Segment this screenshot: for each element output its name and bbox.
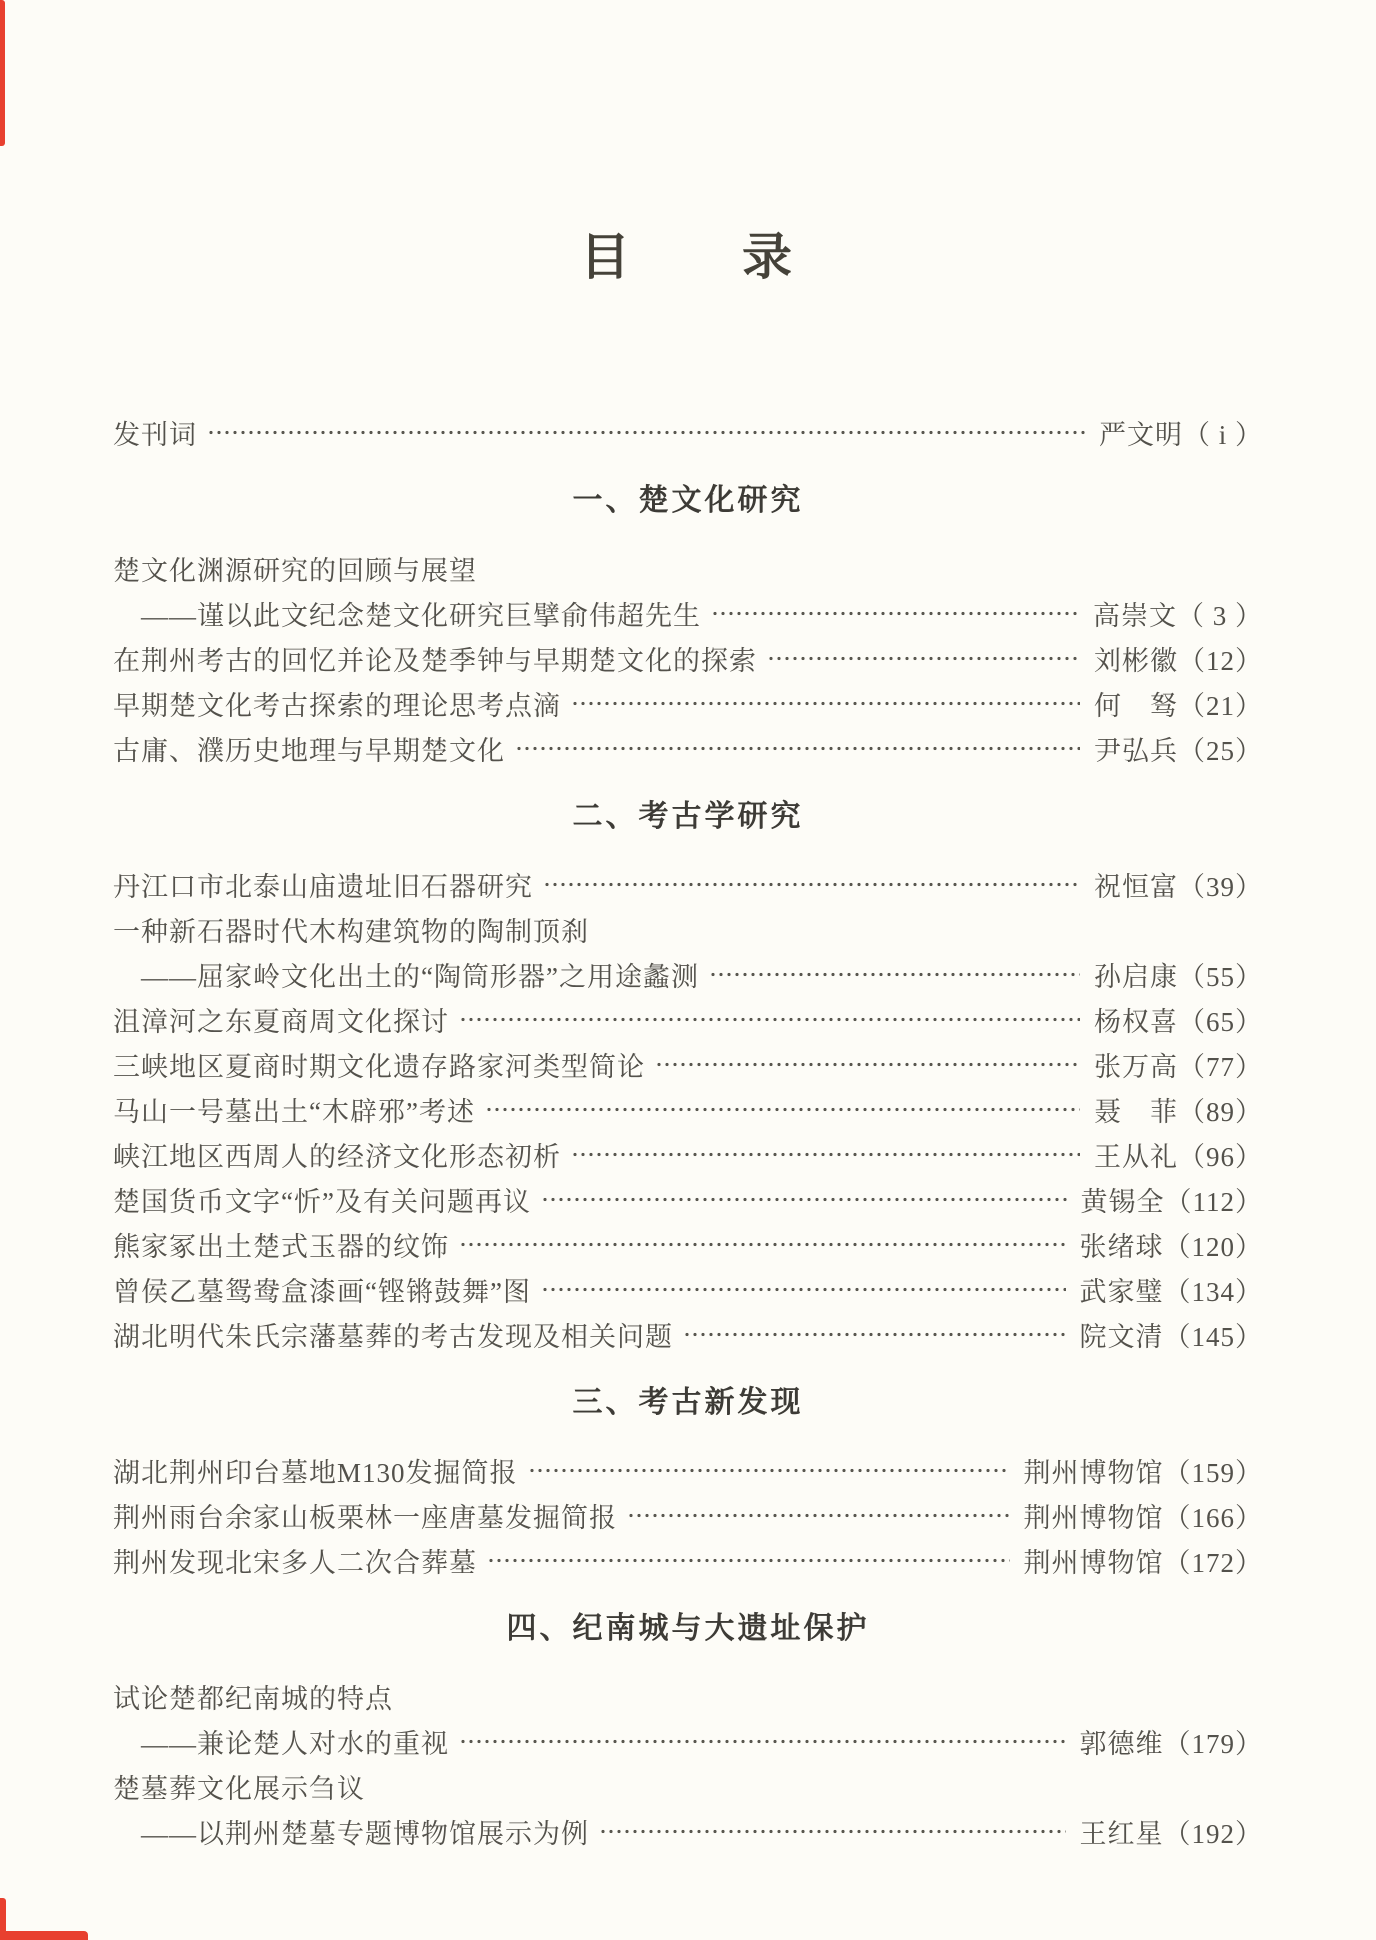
toc-entry-line [113, 591, 1263, 636]
section-heading: 一、楚文化研究 [572, 484, 804, 517]
section-heading: 三、考古新发现 [572, 1386, 804, 1419]
dot-leader [571, 1132, 1080, 1177]
entry-author: 高崇文 [1093, 601, 1177, 631]
dot-leader [459, 997, 1080, 1042]
entry-page: （ 3 ） [1177, 601, 1263, 631]
entry-title: 楚文化渊源研究的回顾与展望 [113, 556, 477, 586]
toc-entry-line [113, 1177, 1263, 1222]
entry-author: 荆州博物馆 [1023, 1548, 1164, 1578]
toc-entry-line [113, 1312, 1263, 1357]
entry-page: （145） [1163, 1322, 1263, 1352]
entry-author: 王从礼 [1094, 1142, 1178, 1172]
dot-leader [515, 726, 1080, 771]
entry-page: （120） [1163, 1232, 1263, 1262]
toc-entry-line [113, 1267, 1263, 1312]
entry-page: （55） [1178, 962, 1263, 992]
entry-page: （89） [1178, 1097, 1263, 1127]
toc-entry-line [113, 1132, 1263, 1177]
dot-leader [459, 1719, 1066, 1764]
entry-title: 楚国货币文字“忻”及有关问题再议 [113, 1187, 531, 1217]
toc-entry-line [113, 726, 1263, 771]
entry-author: 严文明 [1098, 420, 1183, 450]
entry-title: ——屈家岭文化出土的“陶筒形器”之用途蠡测 [141, 962, 699, 992]
entry-title: 三峡地区夏商时期文化遗存路家河类型简论 [113, 1052, 645, 1082]
entry-title: 早期楚文化考古探索的理论思考点滴 [113, 691, 561, 721]
dot-leader [485, 1087, 1080, 1132]
entry-page: （ i ） [1182, 420, 1263, 450]
entry-page: （96） [1178, 1142, 1263, 1172]
section-heading: 四、纪南城与大遗址保护 [506, 1612, 870, 1645]
scan-artifact-top-left [0, 0, 5, 146]
scan-artifact-bottom-left-corner [0, 1898, 6, 1940]
entry-author: 武家璧 [1079, 1277, 1164, 1307]
entry-author: 尹弘兵 [1094, 736, 1178, 766]
toc-entry-line [113, 546, 1263, 591]
entry-title: 湖北明代朱氏宗藩墓葬的考古发现及相关问题 [113, 1322, 673, 1352]
dot-leader [528, 1448, 1010, 1493]
entry-title: 楚墓葬文化展示刍议 [113, 1774, 365, 1804]
entry-title: 熊家冢出土楚式玉器的纹饰 [113, 1232, 449, 1262]
dot-leader [207, 410, 1085, 455]
entry-title: ——以荆州楚墓专题博物馆展示为例 [141, 1819, 589, 1849]
entry-title: ——谨以此文纪念楚文化研究巨擘俞伟超先生 [141, 601, 701, 631]
entry-page: （12） [1178, 646, 1263, 676]
dot-leader [571, 681, 1080, 726]
dot-leader [543, 862, 1080, 907]
entry-author: 院文清 [1079, 1322, 1164, 1352]
entry-page: （65） [1178, 1007, 1263, 1037]
entry-author: 孙启康 [1094, 962, 1178, 992]
entry-title: 荆州雨台余家山板栗林一座唐墓发掘简报 [113, 1503, 617, 1533]
dot-leader [655, 1042, 1080, 1087]
dot-leader [487, 1538, 1010, 1583]
entry-author: 聂 菲 [1094, 1097, 1178, 1127]
entry-author: 祝恒富 [1094, 872, 1178, 902]
section-heading: 二、考古学研究 [572, 800, 804, 833]
toc-body [113, 410, 1263, 1854]
toc-entry-line [113, 1222, 1263, 1267]
entry-page: （172） [1163, 1548, 1263, 1578]
entry-page: （159） [1163, 1458, 1263, 1488]
entry-title: 试论楚都纪南城的特点 [113, 1684, 393, 1714]
entry-page: （192） [1163, 1819, 1263, 1849]
entry-author: 何 驽 [1094, 691, 1178, 721]
entry-author: 张万高 [1094, 1052, 1178, 1082]
toc-entry-line [113, 636, 1263, 681]
toc-entry-line [113, 1087, 1263, 1132]
toc-entry-line [113, 681, 1263, 726]
dot-leader [711, 591, 1079, 636]
toc-entry-line [113, 997, 1263, 1042]
entry-page: （21） [1178, 691, 1263, 721]
dot-leader [767, 636, 1080, 681]
entry-title: 一种新石器时代木构建筑物的陶制顶刹 [113, 917, 589, 947]
entry-title: 古庸、濮历史地理与早期楚文化 [113, 736, 505, 766]
entry-page: （179） [1163, 1729, 1263, 1759]
entry-author: 王红星 [1079, 1819, 1164, 1849]
entry-title: 荆州发现北宋多人二次合葬墓 [113, 1548, 477, 1578]
dot-leader [627, 1493, 1010, 1538]
entry-page: （39） [1178, 872, 1263, 902]
entry-title: 发刊词 [113, 420, 197, 450]
toc-entry-line [113, 952, 1263, 997]
dot-leader [599, 1809, 1066, 1854]
entry-page: （77） [1178, 1052, 1263, 1082]
toc-entry-line [113, 907, 1263, 952]
toc-entry-line [113, 1764, 1263, 1809]
entry-page: （25） [1178, 736, 1263, 766]
entry-title: 在荆州考古的回忆并论及楚季钟与早期楚文化的探索 [113, 646, 757, 676]
entry-title: 湖北荆州印台墓地M130发掘简报 [113, 1458, 518, 1488]
entry-author: 张绪球 [1079, 1232, 1164, 1262]
toc-entry-line [113, 862, 1263, 907]
entry-author: 郭德维 [1079, 1729, 1164, 1759]
entry-title: ——兼论楚人对水的重视 [141, 1729, 449, 1759]
dot-leader [683, 1312, 1066, 1357]
entry-title: 峡江地区西周人的经济文化形态初析 [113, 1142, 561, 1172]
entry-author: 刘彬徽 [1094, 646, 1178, 676]
entry-title: 丹江口市北泰山庙遗址旧石器研究 [113, 872, 533, 902]
entry-page: （134） [1163, 1277, 1263, 1307]
entry-author: 黄锡全 [1080, 1187, 1165, 1217]
dot-leader [459, 1222, 1066, 1267]
toc-entry-line [113, 1042, 1263, 1087]
toc-entry-line [113, 410, 1263, 455]
dot-leader [541, 1177, 1067, 1222]
toc-entry-line [113, 1493, 1263, 1538]
toc-entry-line [113, 1538, 1263, 1583]
entry-author: 荆州博物馆 [1023, 1458, 1164, 1488]
entry-author: 杨权喜 [1094, 1007, 1178, 1037]
dot-leader [709, 952, 1080, 997]
entry-author: 荆州博物馆 [1023, 1503, 1164, 1533]
entry-title: 马山一号墓出土“木辟邪”考述 [113, 1097, 475, 1127]
entry-title: 沮漳河之东夏商周文化探讨 [113, 1007, 449, 1037]
scan-artifact-bottom-left [0, 1931, 88, 1940]
entry-page: （166） [1163, 1503, 1263, 1533]
toc-entry-line [113, 1674, 1263, 1719]
toc-entry-line [113, 1719, 1263, 1764]
entry-page: （112） [1164, 1187, 1263, 1217]
entry-title: 曾侯乙墓鸳鸯盒漆画“铿锵鼓舞”图 [113, 1277, 531, 1307]
page-title: 目 录 [580, 229, 796, 285]
toc-entry-line [113, 1809, 1263, 1854]
toc-entry-line [113, 1448, 1263, 1493]
dot-leader [541, 1267, 1066, 1312]
